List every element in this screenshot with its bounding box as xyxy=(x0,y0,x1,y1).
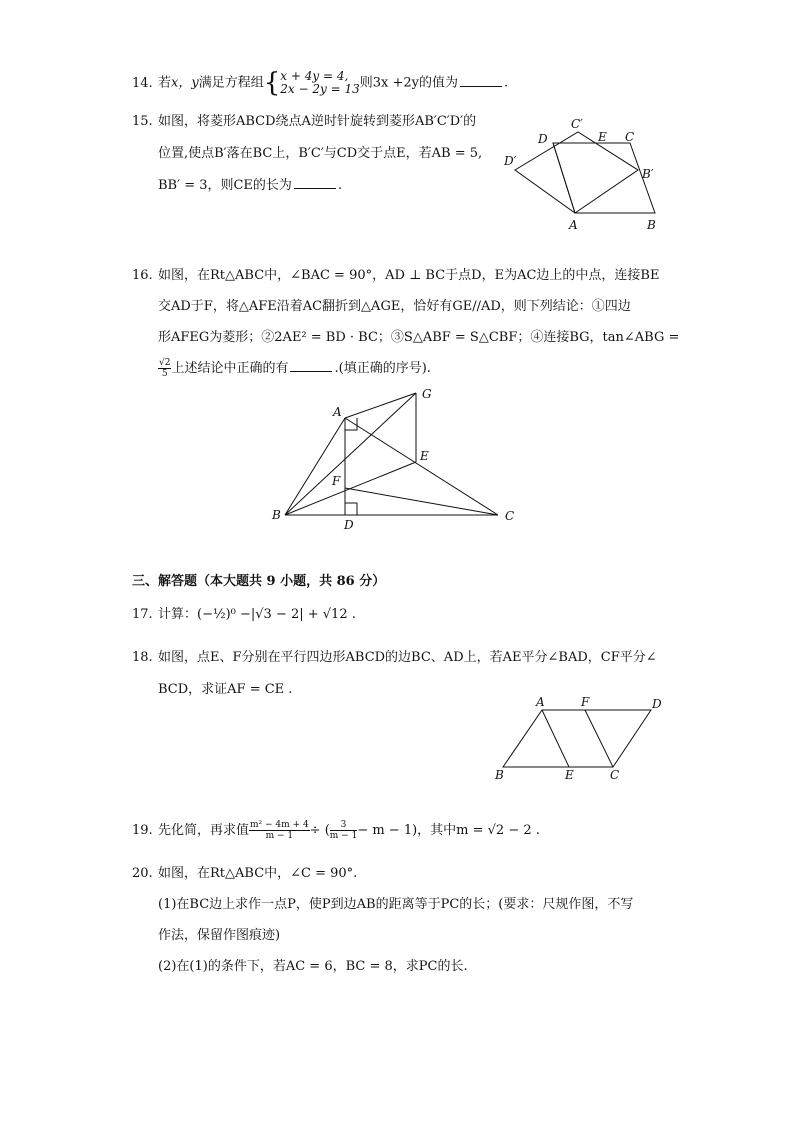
label-B-prime: B′ xyxy=(642,167,654,181)
q16-line1: 如图，在Rt△ABC中，∠BAC = 90°，AD ⊥ BC于点D，E为AC边上的中点，连接BE xyxy=(158,268,660,283)
q14-pre: 若 xyxy=(158,75,172,91)
question-17 xyxy=(132,604,356,626)
q15-line1: 如图，将菱形ABCD绕点A逆时针旋转到菱形AB′C′D′的 xyxy=(158,114,477,129)
q14-post: 则3x +2y的值为 xyxy=(359,75,458,91)
brace-symbol: { xyxy=(263,68,281,98)
frac-top: 3 xyxy=(330,820,358,831)
label-B: B xyxy=(495,768,504,782)
question-19 xyxy=(132,820,540,842)
question-number: 19. xyxy=(132,823,153,838)
label-D: D xyxy=(538,132,548,146)
label-B: B xyxy=(647,218,656,232)
label-E: E xyxy=(420,449,429,463)
question-20 xyxy=(132,858,633,982)
frac-bottom: 5 xyxy=(161,369,168,379)
label-E: E xyxy=(598,130,607,144)
fraction-2 xyxy=(330,820,358,841)
question-15 xyxy=(132,106,482,202)
q20-line1: 如图，在Rt△ABC中，∠C = 90°. xyxy=(158,866,358,881)
question-number: 14. xyxy=(132,75,153,91)
frac-bottom: m − 1 xyxy=(265,831,294,841)
question-16 xyxy=(132,260,679,384)
label-C: C xyxy=(610,768,620,782)
q14-mid: 满足方程组 xyxy=(198,75,264,91)
q19-pre: 先化简，再求值 xyxy=(158,823,250,838)
label-D: D xyxy=(652,697,662,711)
q15-line2: 位置,使点B′落在BC上，B′C′与CD交于点E，若AB = 5, xyxy=(158,146,483,161)
label-C: C xyxy=(625,130,635,144)
q18-line2: BCD，求证AF = CE . xyxy=(158,682,293,697)
equation-system xyxy=(280,70,359,96)
label-A: A xyxy=(333,405,342,419)
fraction xyxy=(158,358,171,379)
label-E: E xyxy=(565,768,574,782)
frac-bottom: m − 1 xyxy=(329,831,358,841)
frac-top: m² − 4m + 4 xyxy=(250,820,309,830)
answer-blank xyxy=(294,176,336,189)
label-F: F xyxy=(332,474,341,488)
q16-line3: 形AFEG为菱形；②2AE² = BD · BC；③S△ABF = S△CBF；④连接BG，tan∠ABG = xyxy=(158,330,680,345)
equation-2: 2x − 2y = 13 xyxy=(280,82,360,96)
label-A: A xyxy=(569,218,578,232)
q20-line3: 作法，保留作图痕迹) xyxy=(158,928,281,943)
q14-vars: x，y xyxy=(171,75,199,91)
q15-end: . xyxy=(337,178,343,193)
q16-line2: 交AD于F，将△AFE沿着AC翻折到△AGE，恰好有GE//AD，则下列结论：①四边 xyxy=(158,299,631,314)
question-number: 18. xyxy=(132,650,153,665)
label-D-prime: D′ xyxy=(504,154,517,168)
question-14 xyxy=(132,70,508,96)
q16-end: .(填正确的序号). xyxy=(334,361,431,376)
label-C: C xyxy=(505,509,515,523)
question-number: 20. xyxy=(132,866,153,881)
question-18 xyxy=(132,642,657,706)
label-C-prime: C′ xyxy=(571,117,583,131)
equation-1: x + 4y = 4, xyxy=(280,69,349,83)
q16-line4: 上述结论中正确的有 xyxy=(171,361,289,376)
question-number: 17. xyxy=(132,607,153,622)
q19-post: − m − 1)，其中m = √2 − 2 . xyxy=(357,823,540,838)
q18-line1: 如图，点E、F分别在平行四边形ABCD的边BC、AD上，若AE平分∠BAD，CF平分∠ xyxy=(158,650,657,665)
answer-blank xyxy=(290,359,332,372)
q14-end: . xyxy=(503,75,509,91)
q19-mid: ÷ ( xyxy=(309,823,330,838)
q20-line4: (2)在(1)的条件下，若AC = 6，BC = 8，求PC的长. xyxy=(158,959,468,974)
label-F: F xyxy=(581,695,590,709)
answer-blank xyxy=(460,74,502,87)
question-number: 16. xyxy=(132,268,153,283)
label-B: B xyxy=(272,508,281,522)
question-number: 15. xyxy=(132,114,153,129)
q20-line2: (1)在BC边上求作一点P，使P到边AB的距离等于PC的长；(要求：尺规作图，不写 xyxy=(158,897,634,912)
fraction-1 xyxy=(249,820,310,841)
section-heading: 三、解答题（本大题共 9 小题，共 86 分） xyxy=(132,574,386,589)
q17-text: 计算：(−½)⁰ −|√3 − 2| + √12 . xyxy=(158,607,356,622)
label-D: D xyxy=(344,518,354,532)
q15-line3: BB′ = 3，则CE的长为 xyxy=(158,178,292,193)
label-G: G xyxy=(422,387,432,401)
label-A: A xyxy=(536,695,545,709)
frac-top: √2 xyxy=(159,358,171,368)
